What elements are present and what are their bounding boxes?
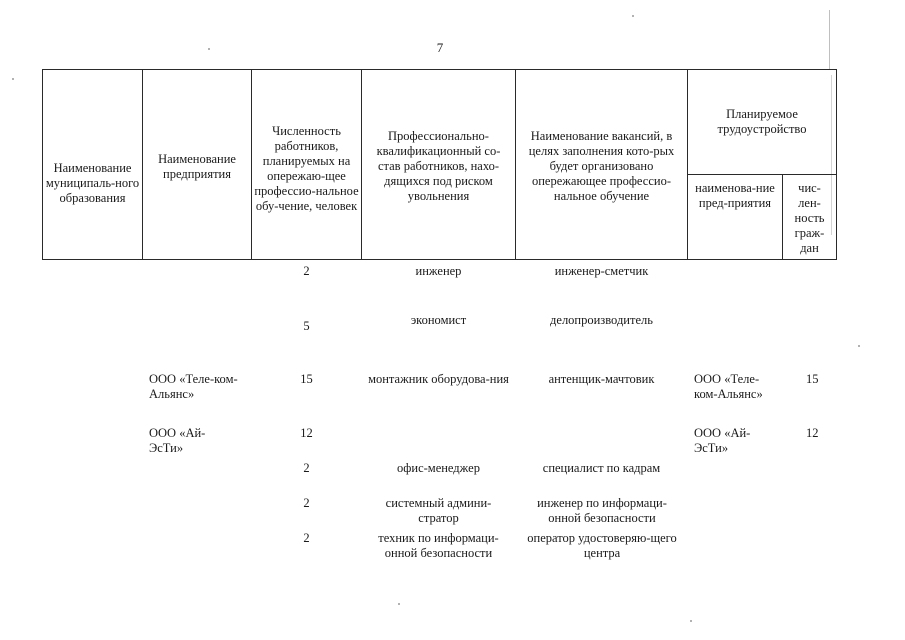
header-company: Наименование предприятия bbox=[158, 151, 236, 181]
row-0-profession: инженер bbox=[415, 264, 462, 278]
scan-speck bbox=[398, 603, 400, 605]
row-1-count: 5 bbox=[303, 319, 310, 333]
row-6-profession: техник по информаци-онной безопасности bbox=[378, 531, 499, 560]
row-1-vacancy: делопроизводитель bbox=[550, 313, 653, 327]
header-employer-name: наименова-ние пред-приятия bbox=[695, 181, 775, 210]
row-2-profession: монтажник оборудова-ния bbox=[368, 372, 509, 386]
row-2-company: ООО «Теле-ком-Альянс» bbox=[149, 372, 238, 401]
row-3-citizen-count: 12 bbox=[806, 426, 819, 440]
scan-speck bbox=[208, 48, 210, 50]
table-right-border bbox=[836, 69, 837, 260]
header-profession: Профессионально-квалификационный со-став работников, нахо-дящихся под риском увольнения bbox=[376, 129, 501, 203]
row-5-profession: системный админи-стратор bbox=[385, 496, 492, 525]
header-worker-count: Численность работников, планируемых на опережаю-щее профессио-нальное обу-чение, человек bbox=[254, 123, 359, 213]
header-municipality: Наименование муниципаль-ного образования bbox=[45, 161, 140, 205]
scan-speck bbox=[690, 620, 692, 622]
row-3-company: ООО «Ай-ЭсТи» bbox=[149, 426, 206, 455]
row-0-vacancy: инженер-сметчик bbox=[554, 264, 649, 278]
row-6-vacancy: оператор удостоверяю-щего центра bbox=[527, 531, 677, 560]
row-3-employer: ООО «Ай-ЭсТи» bbox=[694, 426, 751, 455]
row-4-profession: офис-менеджер bbox=[397, 461, 480, 475]
scan-speck bbox=[632, 15, 634, 17]
scan-speck bbox=[12, 78, 14, 80]
row-3-count: 12 bbox=[300, 426, 313, 440]
header-citizen-count: чис-лен-ность граж-дан bbox=[794, 181, 825, 255]
row-2-count: 15 bbox=[300, 372, 313, 386]
row-1-profession: экономист bbox=[410, 313, 467, 327]
row-4-vacancy: специалист по кадрам bbox=[542, 461, 661, 475]
row-4-count: 2 bbox=[303, 461, 310, 475]
header-planned-employment: Планируемое трудоустройство bbox=[717, 107, 807, 136]
row-0-count: 2 bbox=[303, 264, 310, 278]
row-5-vacancy: инженер по информаци-онной безопасности bbox=[537, 496, 667, 525]
header-vacancy: Наименование вакансий, в целях заполнения кото-рых будет организовано опережающее профессио-нальное обучение bbox=[528, 129, 675, 203]
row-6-count: 2 bbox=[303, 531, 310, 545]
row-2-vacancy: антенщик-мачтовик bbox=[548, 372, 655, 386]
row-2-citizen-count: 15 bbox=[806, 372, 819, 386]
page-number: 7 bbox=[436, 40, 444, 55]
scan-edge-mark bbox=[829, 10, 830, 70]
scan-speck bbox=[858, 345, 860, 347]
row-5-count: 2 bbox=[303, 496, 310, 510]
table-header-bottom-border bbox=[42, 259, 837, 260]
row-2-employer: ООО «Теле-ком-Альянс» bbox=[694, 372, 763, 401]
